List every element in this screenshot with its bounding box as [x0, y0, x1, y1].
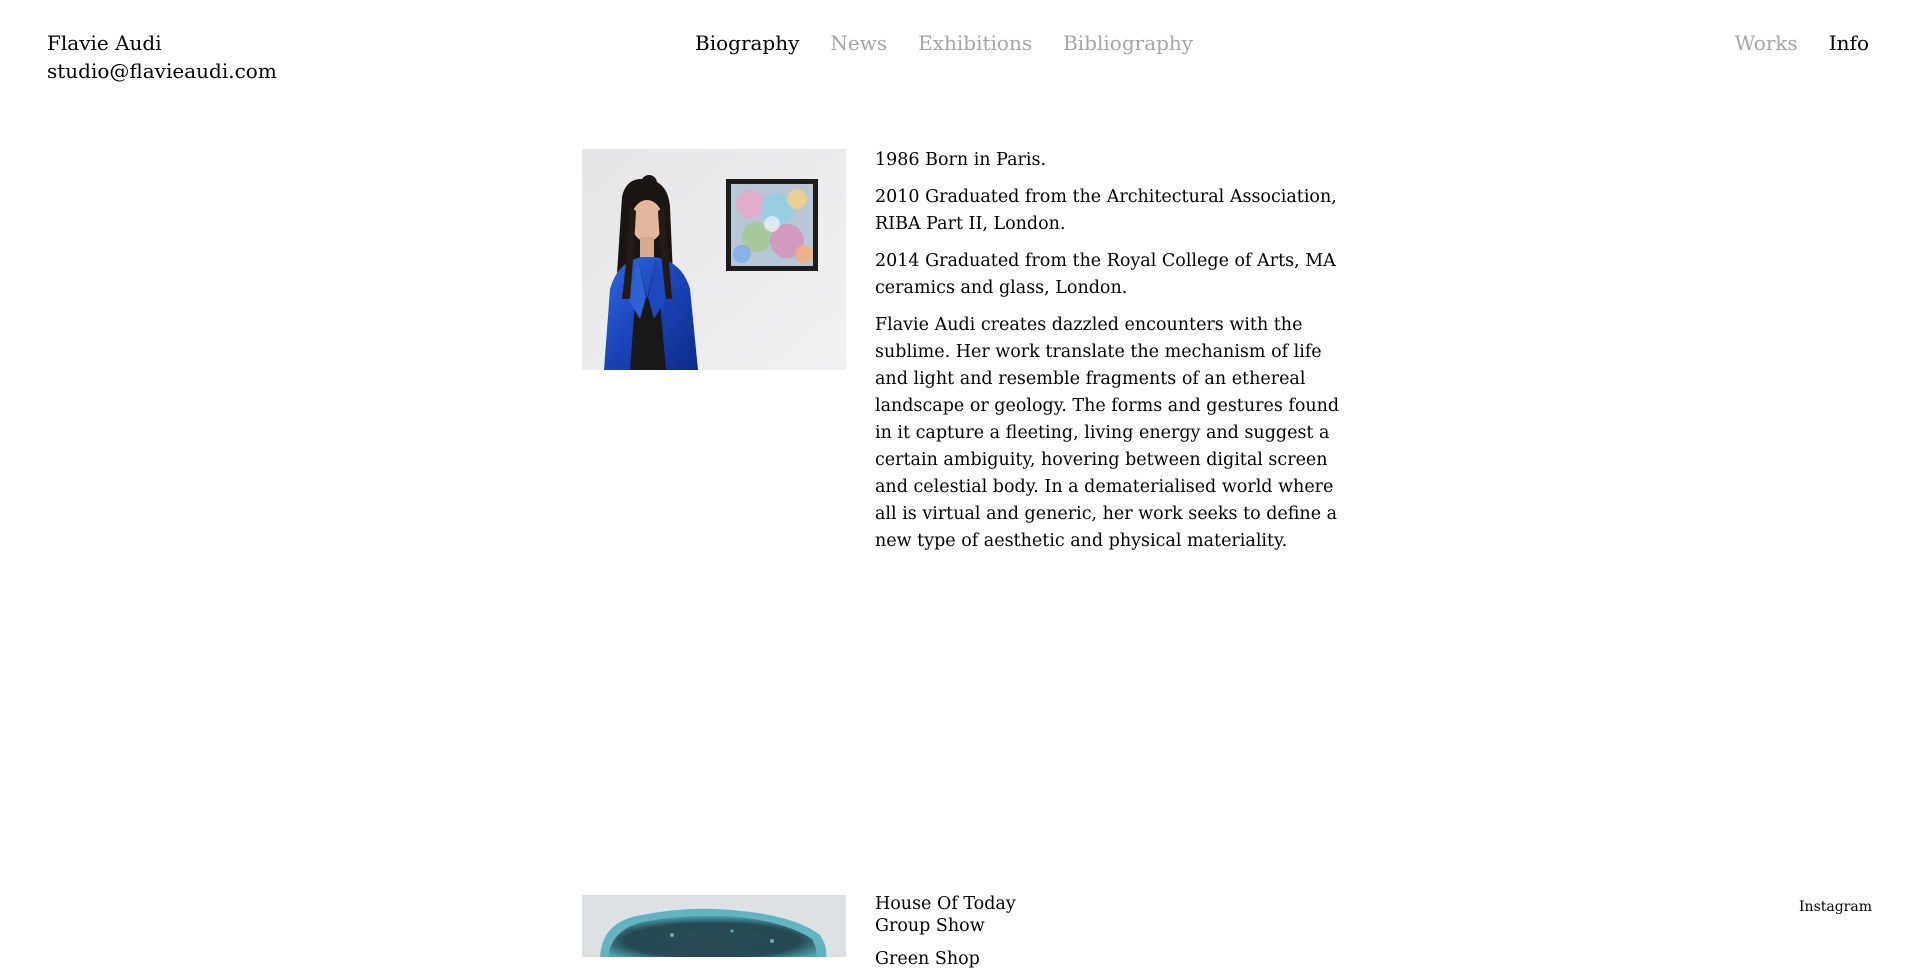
- exhibition-subtitle: Green Shop: [875, 949, 980, 969]
- nav-info[interactable]: Info: [1828, 31, 1869, 55]
- brand: [47, 29, 277, 85]
- site-name-link[interactable]: Flavie Audi: [47, 31, 162, 55]
- nav-biography[interactable]: Biography: [695, 31, 800, 55]
- exhibition-artwork-icon: [582, 895, 846, 957]
- nav-news[interactable]: News: [830, 31, 888, 55]
- bio-entry-aa: 2010 Graduated from the Architectural Association, RIBA Part II, London.: [875, 187, 1337, 234]
- bio-entry-rca: 2014 Graduated from the Royal College of Arts, MA ceramics and glass, London.: [875, 251, 1336, 298]
- main-nav: [695, 29, 1193, 57]
- exhibition-type: Group Show: [875, 916, 985, 936]
- nav-bibliography[interactable]: Bibliography: [1063, 31, 1194, 55]
- biography-text: [875, 147, 1345, 565]
- exhibition-text: [875, 893, 1295, 970]
- nav-works[interactable]: Works: [1734, 31, 1798, 55]
- bio-statement: Flavie Audi creates dazzled encounters with the sublime. Her work translate the mechanism of life and light and resemble fragments of an ethereal landscape or geology. The forms and gestures found in it capture a fleeting, living energy and suggest a certain ambiguity, hovering between digital screen and celestial body. In a dematerialised world where all is virtual and generic, her work seeks to define a new type of aesthetic and physical materiality.: [875, 315, 1340, 551]
- instagram-link[interactable]: Instagram: [1799, 899, 1872, 915]
- artist-portrait-image: [582, 149, 846, 370]
- email-link[interactable]: studio@flavieaudi.com: [47, 59, 277, 83]
- exhibition-image[interactable]: [582, 895, 846, 957]
- exhibition-title[interactable]: House Of Today: [875, 894, 1016, 914]
- artist-portrait-icon: [582, 149, 846, 370]
- nav-exhibitions[interactable]: Exhibitions: [918, 31, 1033, 55]
- right-nav: [1735, 29, 1869, 57]
- bio-entry-born: 1986 Born in Paris.: [875, 150, 1047, 170]
